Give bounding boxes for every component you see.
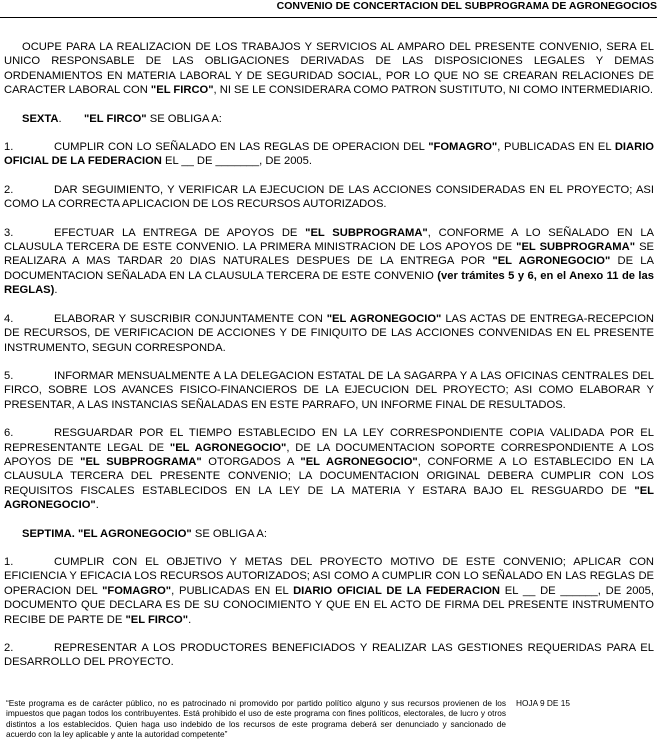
footer-legal-note: “Este programa es de carácter público, no es patrocinado ni promovido por partido político alguno y sus recursos provienen de los impuestos que pagan todos los contribuyentes. Está prohibido el uso de este programa con fines políticos, electorales, de lucro y otros distintos a los establecidos. Quien haga uso indebido de los recursos de este programa deberá ser denunciado y sancionado de acuerdo con la ley aplicable y ante la autoridad competente” <box>6 698 506 740</box>
paragraph-continuation: OCUPE PARA LA REALIZACION DE LOS TRABAJOS Y SERVICIOS AL AMPARO DEL PRESENTE CONVENIO, SERA EL UNICO RESPONSABLE DE LAS OBLIGACIONES DERIVADAS DE LAS DISPOSICIONES LEGALES Y DEMAS ORDENAMIENTOS EN MATERIA LABORAL Y DE SEGURIDAD SOCIAL, POR LO QUE NO SE CREARAN RELACIONES DE CARACTER LABORAL CON "EL FIRCO", NI SE LE CONSIDERARA COMO PATRON SUSTITUTO, NI COMO INTERMEDIARIO. <box>4 41 654 97</box>
sexta-item-4: 4. ELABORAR Y SUSCRIBIR CONJUNTAMENTE CON "EL AGRONEGOCIO" LAS ACTAS DE ENTREGA-RECEPCION DE RECURSOS, DE VERIFICACION DE ACCIONES Y DE FINIQUITO DE LAS ACCIONES CONVENIDAS EN EL PRESENTE INSTRUMENTO, SEGUN CORRESPONDA. <box>4 312 655 354</box>
sexta-item-3: 3. EFECTUAR LA ENTREGA DE APOYOS DE "EL SUBPROGRAMA", CONFORME A LO SEÑALADO EN LA CLAUSULA TERCERA DE ESTE CONVENIO. LA PRIMERA MINISTRACION DE LOS APOYOS DE "EL SUBPROGRAMA" SE REALIZARA A MAS TARDAR 20 DIAS NATURALES DESPUES DE LA ENTREGA POR "EL AGRONEGOCIO" DE LA DOCUMENTACION SEÑALADA EN LA CLAUSULA TERCERA DE ESTE CONVENIO (ver trámites 5 y 6, en el Anexo 11 de las REGLAS). <box>4 226 654 297</box>
clause-septima-heading: SEPTIMA. "EL AGRONEGOCIO" SE OBLIGA A: <box>22 527 267 540</box>
sexta-item-5: 5. INFORMAR MENSUALMENTE A LA DELEGACION ESTATAL DE LA SAGARPA Y A LAS OFICINAS CENTRALES DEL FIRCO, SOBRE LOS AVANCES FISICO-FINANCIEROS DE LA EJECUCION DEL PROYECTO; ASI COMO ELABORAR Y PRESENTAR, A LAS INSTANCIAS SEÑALADAS EN ESTE PARRAFO, UN INFORME FINAL DE RESULTADOS. <box>4 369 654 411</box>
sexta-item-6: 6. RESGUARDAR POR EL TIEMPO ESTABLECIDO EN LA LEY CORRESPONDIENTE COPIA VALIDADA POR EL REPRESENTANTE LEGAL DE "EL AGRONEGOCIO", DE LA DOCUMENTACION SOPORTE CORRESPONDIENTE A LOS APOYOS DE "EL SUBPROGRAMA" OTORGADOS A "EL AGRONEGOCIO", CONFORME A LO ESTABLECIDO EN LA CLAUSULA TERCERA DEL PRESENTE CONVENIO; LA DOCUMENTACION ORIGINAL DEBERA CUMPLIR CON LOS REQUISITOS FISCALES ESTABLECIDOS EN LA LEY DE LA MATERIA Y ESTARA BAJO EL RESGUARDO DE "EL AGRONEGOCIO". <box>4 427 654 512</box>
septima-item-1: 1. CUMPLIR CON EL OBJETIVO Y METAS DEL PROYECTO MOTIVO DE ESTE CONVENIO; APLICAR CON EFICIENCIA Y EFICACIA LOS RECURSOS AUTORIZADOS; ASI COMO A CUMPLIR CON LO SEÑALADO EN LAS REGLAS DE OPERACION DEL "FOMAGRO", PUBLICADAS EN EL DIARIO OFICIAL DE LA FEDERACION EL __ DE ______, DE 2005, DOCUMENTO QUE DECLARA ES DE SU CONOCIMIENTO Y QUE EN EL ACTO DE FIRMA DEL PRESENTE INSTRUMENTO RECIBE DE PARTE DE "EL FIRCO". <box>4 555 654 626</box>
document-header <box>0 0 657 18</box>
sexta-item-2: 2. DAR SEGUIMIENTO, Y VERIFICAR LA EJECUCION DE LAS ACCIONES CONSIDERADAS EN EL PROYECTO; ASI COMO LA CORRECTA APLICACION DE LOS RECURSOS AUTORIZADOS. <box>4 183 654 211</box>
page-number: HOJA 9 DE 15 <box>516 698 570 708</box>
sexta-item-1: 1. CUMPLIR CON LO SEÑALADO EN LAS REGLAS DE OPERACION DEL "FOMAGRO", PUBLICADAS EN EL DIARIO OFICIAL DE LA FEDERACION EL __ DE _______, DE 2005. <box>4 141 654 168</box>
document-title: CONVENIO DE CONCERTACION DEL SUBPROGRAMA DE AGRONEGOCIOS <box>276 0 657 12</box>
septima-item-2: 2. REPRESENTAR A LOS PRODUCTORES BENEFICIADOS Y REALIZAR LAS GESTIONES REQUERIDAS PARA EL DESARROLLO DEL PROYECTO. <box>4 642 654 669</box>
clause-sexta-heading: SEXTA. "EL FIRCO" SE OBLIGA A: <box>22 112 222 125</box>
document-body <box>4 40 654 684</box>
